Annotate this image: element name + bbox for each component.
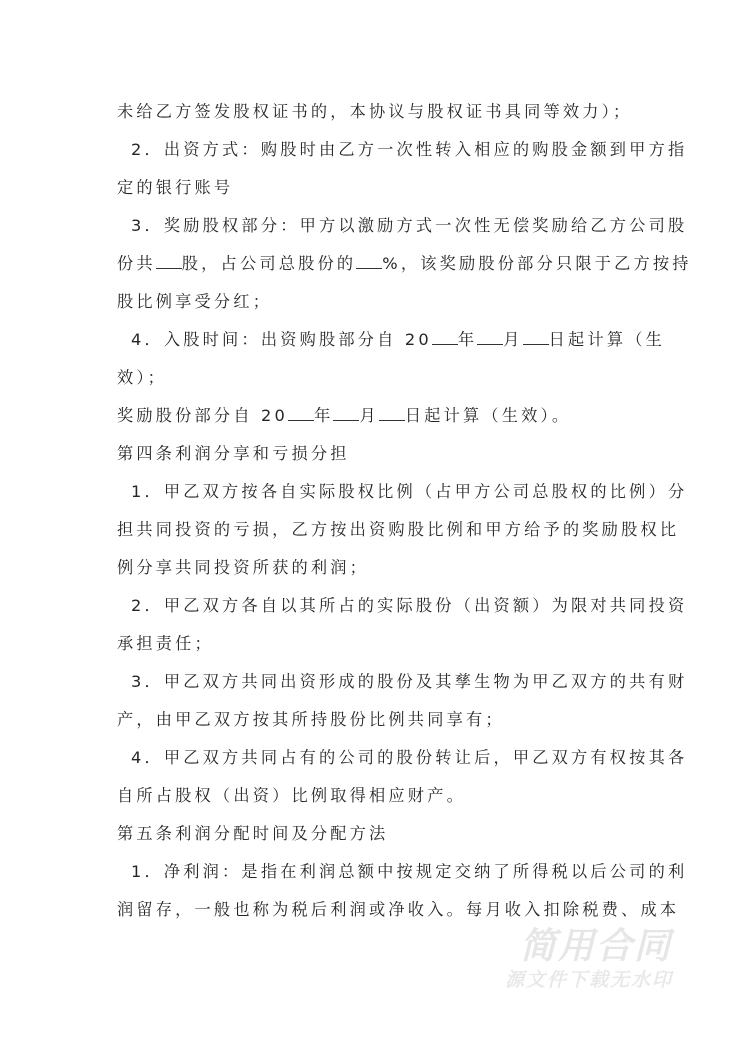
section-heading-article-5: 第五条利润分配时间及分配方法: [117, 824, 389, 843]
text-line: 自所占股权（出资）比例取得相应财产。: [117, 786, 466, 805]
text-line: 润留存，一般也称为税后利润或净收入。每月收入扣除税费、成本: [117, 900, 680, 919]
text-segment: 日起计算（生: [548, 330, 665, 349]
text-line: 未给乙方签发股权证书的，本协议与股权证书具同等效力）；: [117, 102, 633, 121]
clause-2-liability: 2．甲乙双方各自以其所占的实际股份（出资额）为限对共同投资: [131, 596, 688, 615]
clause-1-net-profit: 1．净利润：是指在利润总额中按规定交纳了所得税以后公司的利: [131, 862, 688, 881]
text-line: 承担责任；: [117, 634, 214, 653]
text-segment: 月: [503, 330, 523, 349]
clause-3-common-property: 3．甲乙双方共同出资形成的股份及其孳生物为甲乙双方的共有财: [131, 672, 688, 691]
watermark-brand: 简用合同: [520, 926, 673, 967]
text-segment: 奖励股份部分自 20: [117, 406, 289, 425]
section-heading-article-4: 第四条利润分享和亏损分担: [117, 444, 350, 463]
watermark-tagline: 源文件下载无水印: [505, 969, 674, 991]
text-segment: 日起计算（生效）。: [404, 406, 572, 425]
text-segment: 份共: [117, 254, 156, 273]
month-blank[interactable]: [333, 406, 359, 421]
clause-3-reward-shares: 3．奖励股权部分：甲方以激励方式一次性无偿奖励给乙方公司股: [131, 216, 688, 235]
text-segment: 月: [359, 406, 379, 425]
text-line: 效）；: [117, 368, 168, 387]
text-segment: 4．入股时间：出资购股部分自 20: [131, 330, 432, 349]
text-segment: 年: [314, 406, 334, 425]
clause-2-payment-method: 2．出资方式：购股时由乙方一次性转入相应的购股金额到甲方指: [131, 140, 688, 159]
month-blank[interactable]: [477, 330, 503, 345]
reward-shares-effective-date: [117, 405, 571, 427]
clause-4-entry-time: [131, 329, 665, 351]
percentage-blank[interactable]: [356, 254, 382, 269]
text-line: 例分享共同投资所获的利润；: [117, 558, 370, 577]
text-segment: 股，占公司总股份的: [181, 254, 357, 273]
text-line: 股比例享受分红；: [117, 292, 273, 311]
text-line: [117, 253, 692, 275]
text-segment: %，该奖励股份部分只限于乙方按持: [382, 254, 692, 273]
text-line: 产，由甲乙双方按其所持股份比例共同享有；: [117, 710, 505, 729]
text-line: 担共同投资的亏损，乙方按出资购股比例和甲方给予的奖励股权比: [117, 520, 680, 539]
year-blank[interactable]: [432, 330, 458, 345]
share-count-blank[interactable]: [156, 254, 182, 269]
clause-4-share-transfer: 4．甲乙双方共同占有的公司的股份转让后，甲乙双方有权按其各: [131, 748, 688, 767]
clause-1-profit-loss: 1．甲乙双方按各自实际股权比例（占甲方公司总股权的比例）分: [131, 482, 688, 501]
text-line: 定的银行账号: [117, 178, 234, 197]
year-blank[interactable]: [288, 406, 314, 421]
day-blank[interactable]: [379, 406, 405, 421]
text-segment: 年: [457, 330, 478, 349]
day-blank[interactable]: [523, 330, 549, 345]
